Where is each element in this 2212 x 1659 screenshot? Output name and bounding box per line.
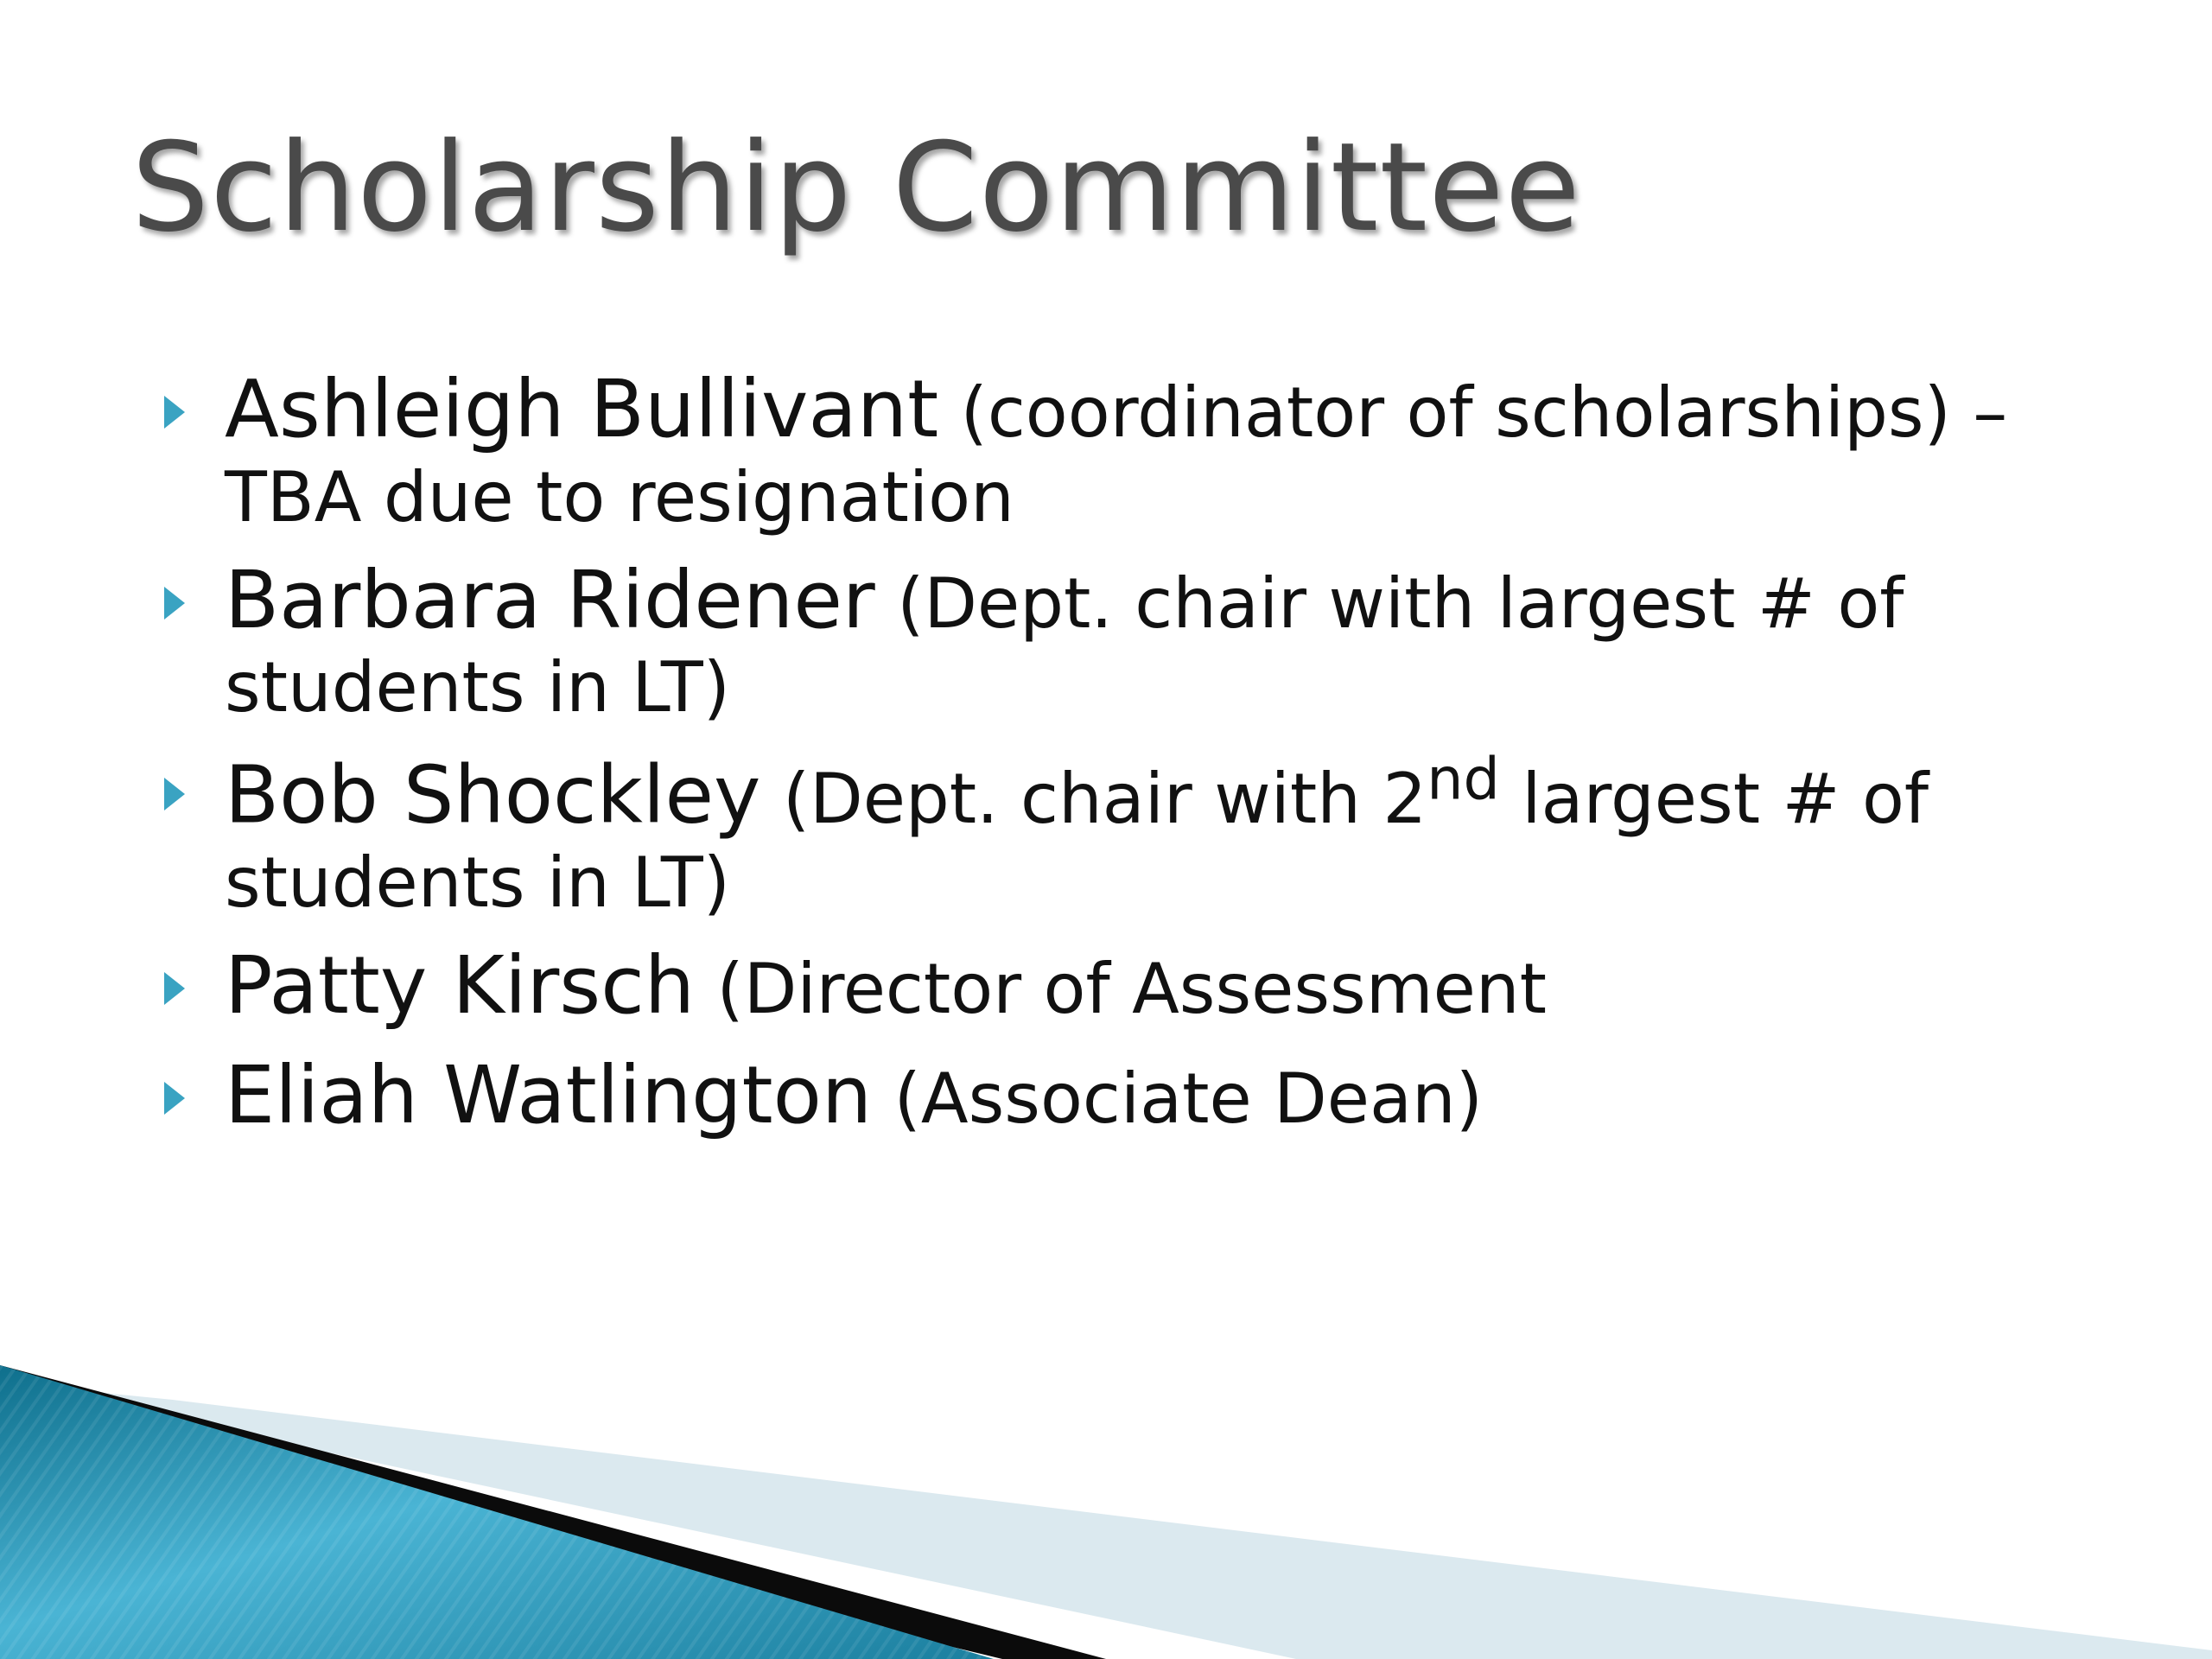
member-name: Barbara Ridener bbox=[225, 553, 875, 646]
list-item bbox=[164, 939, 2117, 1033]
ordinal-suffix: nd bbox=[1427, 744, 1500, 812]
list-item bbox=[164, 363, 2117, 538]
triangle-right-icon bbox=[164, 587, 185, 620]
list-item bbox=[164, 745, 2117, 925]
slide-title: Scholarship Committee bbox=[131, 117, 1581, 259]
member-name: Patty Kirsch bbox=[225, 939, 696, 1033]
list-item bbox=[164, 1049, 2117, 1143]
member-role: (Director of Assessment bbox=[695, 949, 1547, 1030]
member-role-after: largest # of students in LT) bbox=[225, 758, 1929, 924]
triangle-right-icon bbox=[164, 1082, 185, 1115]
member-role-before: (Dept. chair with 2 bbox=[760, 758, 1427, 839]
member-name: Bob Shockley bbox=[225, 748, 761, 842]
triangle-right-icon bbox=[164, 972, 185, 1005]
member-name: Ashleigh Bullivant bbox=[225, 363, 939, 455]
decorative-swoosh bbox=[0, 1365, 2212, 1659]
triangle-right-icon bbox=[164, 778, 185, 810]
bullet-list bbox=[164, 363, 2117, 1159]
list-item bbox=[164, 554, 2117, 729]
member-role: (coordinator of scholarships) – TBA due to resignation bbox=[225, 372, 2008, 537]
member-role: (Associate Dean) bbox=[872, 1058, 1483, 1140]
member-name: Eliah Watlington bbox=[225, 1049, 873, 1142]
member-role: (Dept. chair with largest # of students in LT) bbox=[225, 563, 1904, 728]
triangle-right-icon bbox=[164, 396, 185, 429]
